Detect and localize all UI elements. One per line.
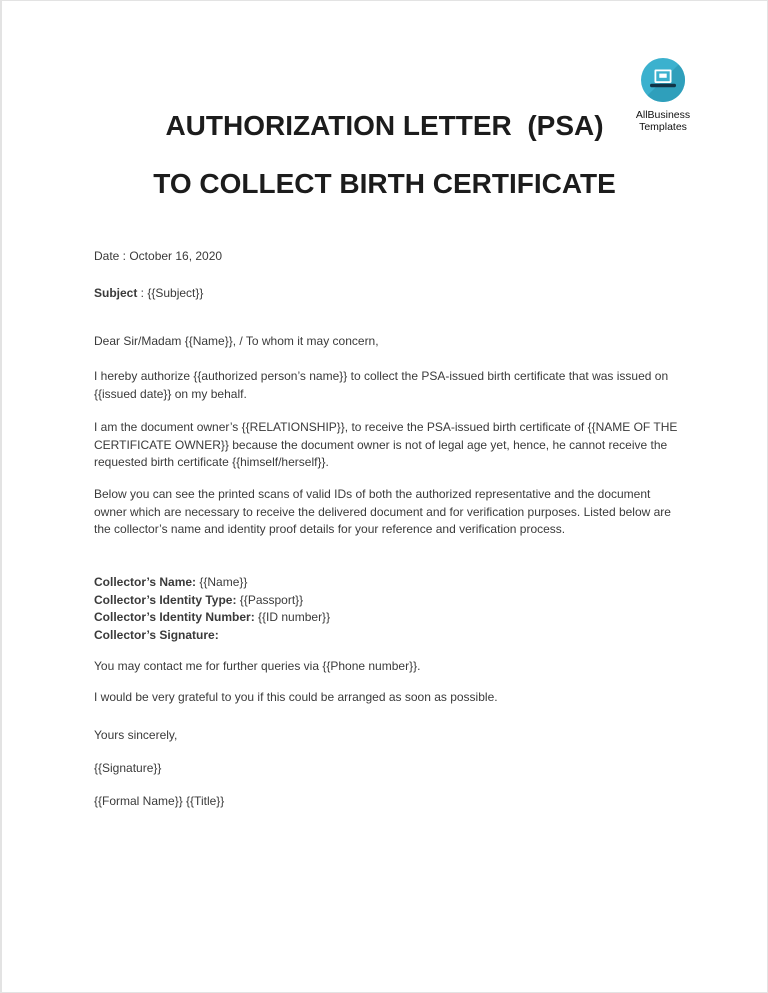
document-title-line2: TO COLLECT BIRTH CERTIFICATE — [153, 168, 616, 199]
salutation: Dear Sir/Madam {{Name}}, / To whom it may concern, — [94, 334, 379, 348]
paragraph-authorize: I hereby authorize {{authorized person’s name}} to collect the PSA-issued birth certificate that was issued on {{issued date}} on my behalf. — [94, 369, 669, 401]
collector-identity-type-row — [94, 592, 680, 610]
laptop-icon — [640, 57, 686, 108]
brand-name-line1: AllBusiness — [635, 109, 691, 121]
paragraph-id-scans: Below you can see the printed scans of valid IDs of both the authorized representative and the document owner which are necessary to receive the delivered document and for verification purposes. Listed below are the collector’s name and identity proof details for your reference and verification process. — [94, 487, 671, 536]
document-title-line1: AUTHORIZATION LETTER (PSA) — [165, 110, 604, 141]
subject-line — [94, 285, 680, 303]
collector-identity-number-value: {{ID number}} — [254, 610, 331, 624]
contact-line: You may contact me for further queries via {{Phone number}}. — [94, 659, 421, 673]
collector-identity-type-label: Collector’s Identity Type: — [94, 592, 237, 607]
collector-name-value: {{Name}} — [196, 575, 248, 589]
date-line: Date : October 16, 2020 — [94, 249, 223, 263]
collector-details — [94, 574, 680, 644]
signature-placeholder: {{Signature}} — [94, 761, 162, 775]
brand-name-line2: Templates — [639, 121, 687, 133]
paragraph-relationship: I am the document owner’s {{RELATIONSHIP}}, to receive the PSA-issued birth certificate of {{NAME OF THE CERTIFICATE OWNER}} because the document owner is not of legal age yet, hence, he cannot receive the requested birth certificate {{himself/herself}}. — [94, 420, 678, 469]
grateful-line: I would be very grateful to you if this could be arranged as soon as possible. — [94, 690, 498, 704]
collector-signature-row — [94, 627, 680, 645]
collector-identity-type-value: {{Passport}} — [236, 592, 304, 607]
collector-name-row — [94, 574, 680, 592]
subject-value: : {{Subject}} — [137, 286, 204, 300]
sincerely-line: Yours sincerely, — [94, 728, 178, 742]
collector-name-label: Collector’s Name: — [94, 575, 197, 589]
collector-identity-number-label: Collector’s Identity Number: — [94, 610, 255, 624]
collector-identity-number-row — [94, 609, 680, 627]
subject-label: Subject — [94, 286, 138, 300]
formal-name-title-line: {{Formal Name}} {{Title}} — [94, 794, 225, 808]
collector-signature-label: Collector’s Signature: — [94, 627, 219, 642]
